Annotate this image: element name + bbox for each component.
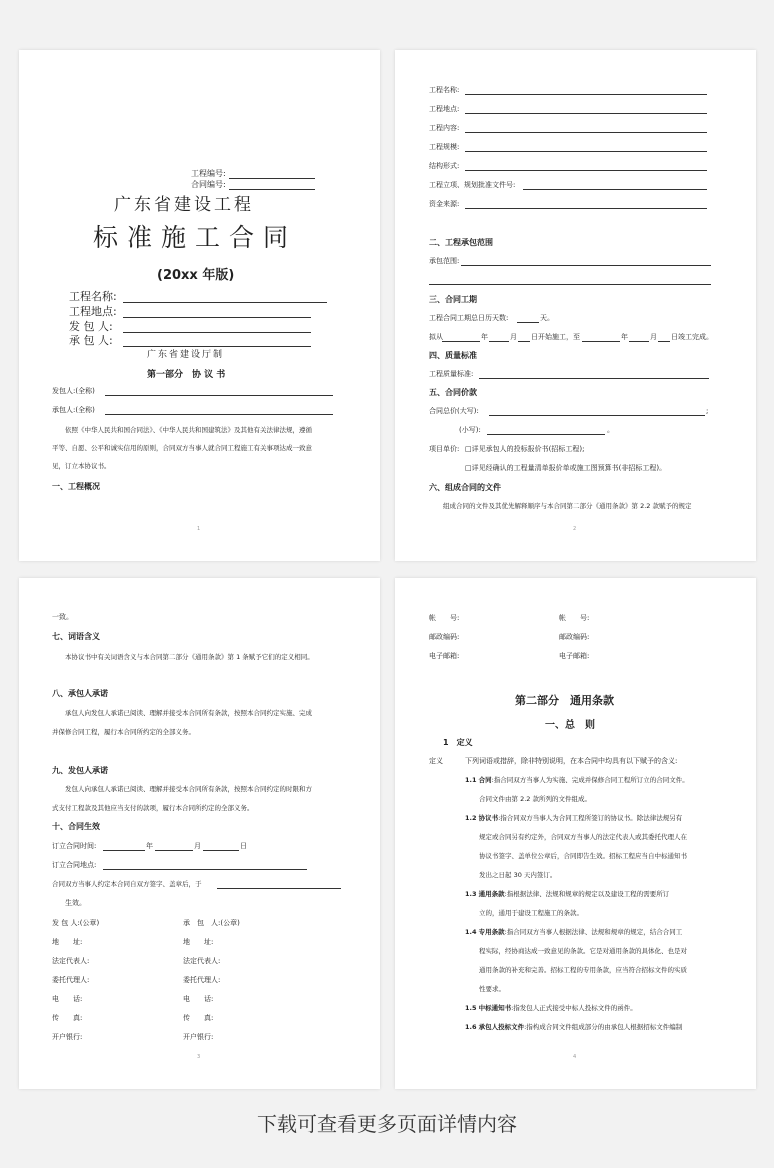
contractor-agent-label: 委托代理人: [183,976,221,984]
employer-agent-label: 委托代理人: [52,976,90,984]
quality-line [479,378,709,379]
p2-field-name: 工程名称: [429,86,460,94]
end-day-line [658,341,670,342]
field-line [123,302,327,303]
sign-year-line [103,850,145,851]
field-line [465,94,707,95]
employer-postcode-label: 邮政编码: [429,633,460,641]
definition-text: 指合同双方当事人为实施、完成并保修合同工程所订立的合同文件。 [493,776,689,784]
intro-para-3: 见，订立本协议书。 [52,462,111,470]
employer-fax-label: 传 真: [52,1014,83,1022]
duration-label: 工程合同工期总日历天数: [429,314,509,322]
definition-term: 中标通知书 [478,1004,512,1012]
price-upper-line [489,415,705,416]
scope-line [461,265,711,266]
section-1-heading: 一、工程概况 [52,482,100,491]
section-9-text-2: 式支付工程款及其他应当支付的款项，履行本合同所约定的全部义务。 [52,804,254,812]
end-month-line [629,341,649,342]
section-6-heading: 六、组成合同的文件 [429,483,501,492]
sign-day-label: 日 [240,842,247,850]
page-number: 3 [197,1054,201,1060]
section-9-heading: 九、发包人承诺 [52,766,108,775]
quality-label: 工程质量标准: [429,370,474,378]
definition-term: 专用条款 [478,928,505,936]
definition-label: 定义 [429,757,443,765]
field-line [465,208,707,209]
definition-item-3: 1.3 通用条款:指根据法律、法规和规章的规定以及建设工程的需要所订 [465,890,670,898]
effect-line [217,888,341,889]
duration-unit: 天。 [540,314,554,322]
price-lower-line [487,434,605,435]
p2-field-content: 工程内容: [429,124,460,132]
definition-item-2: 1.2 协议书:指合同双方当事人为合同工程所签订的协议书。除法律法规另有 [465,814,683,822]
title-province: 广东省建设工程 [114,195,254,215]
definition-term: 通用条款 [478,890,505,898]
contractor-line [105,414,333,415]
employer-rep-label: 法定代表人: [52,957,90,965]
section-8-text-1: 承包人向发包人承诺已阅读、理解并接受本合同所有条款，按照本合同约定实施、完成 [65,709,312,717]
page-number: 2 [573,526,577,532]
sign-place-line [103,869,307,870]
employer-seal-label: 发 包 人:(公章) [52,919,100,927]
section-4-heading: 四、质量标准 [429,351,477,360]
definition-item-1: 1.1 合同:指合同双方当事人为实施、完成并保修合同工程所订立的合同文件。 [465,776,689,784]
page-4 [395,578,756,1089]
employer-phone-label: 电 话: [52,995,83,1003]
definition-line: 通用条款的补充和完善。招标工程的专用条款，应当符合招标文件的实质 [479,966,687,974]
contractor-phone-label: 电 话: [183,995,214,1003]
scope-label: 承包范围: [429,257,460,265]
p2-field-structure: 结构形式: [429,162,460,170]
contractor-rep-label: 法定代表人: [183,957,221,965]
consistent-text: 一致。 [52,613,73,621]
field-line [123,346,311,347]
option-2: □详见经确认的工程量清单报价单或施工图预算书(非招标工程)。 [465,464,667,472]
unit-price-label: 项目单价: [429,445,460,453]
definition-text: 指合同双方当事人为合同工程所签订的协议书。除法律法规另有 [500,814,683,822]
section-8-text-2: 并保修合同工程，履行本合同所约定的全部义务。 [52,728,195,736]
employer-email-label: 电子邮箱: [429,652,460,660]
page-2 [395,50,756,561]
definition-number: 1.5 [465,1004,477,1012]
definition-term: 承包人投标文件 [478,1023,525,1031]
field-line [465,170,707,171]
footer-more-pages: 下载可查看更多页面详情内容 [257,1112,517,1136]
price-upper-label: 合同总价(大写): [429,407,479,415]
field-line [523,189,707,190]
end-year-line [582,341,620,342]
project-no-line [229,178,315,179]
duration-line [517,322,539,323]
section-7-text: 本协议书中有关词语含义与本合同第二部分《通用条款》第 1 条赋予它们的定义相同。 [65,653,314,661]
month-label: 月 [510,333,517,341]
definition-line: 立的，通用于建设工程施工的条款。 [479,909,583,917]
definition-term: 协议书 [478,814,499,822]
intro-para-2: 平等、自愿、公平和诚实信用的原则，合同双方当事人就合同工程施工有关事项达成一致意 [52,444,312,452]
definition-line: 程实际，经协商达成一致意见的条款。它是对通用条款的具体化、也是对 [479,947,687,955]
definition-item-5: 1.5 中标通知书:指发包人正式接受中标人投标文件的函件。 [465,1004,637,1012]
contractor-postcode-label: 邮政编码: [559,633,590,641]
employer-bank-label: 开户银行: [52,1033,83,1041]
p2-field-funding: 资金来源: [429,200,460,208]
definition-text: 指合同双方当事人根据法律、法规和规章的规定，结合合同工 [506,928,683,936]
end-month-label: 月 [650,333,657,341]
p2-field-approval: 工程立项、规划批准文件号: [429,181,516,189]
definition-intro: 下列词语或措辞，除非特别说明，在本合同中均具有以下赋予的含义: [465,757,678,765]
employer-account-label: 帐 号: [429,614,460,622]
section-10-heading: 十、合同生效 [52,822,100,831]
definition-number: 1.6 [465,1023,477,1031]
field-employer: 发 包 人: [69,320,113,333]
field-line [465,113,707,114]
definition-line: 发出之日起 30 天内签订。 [479,871,557,879]
sign-place-label: 订立合同地点: [52,861,97,869]
field-line [123,332,311,333]
employer-line [105,395,333,396]
field-project-name: 工程名称: [69,290,117,303]
definition-line: 合同文件由第 2.2 款所列的文件组成。 [479,795,591,803]
p2-field-site: 工程地点: [429,105,460,113]
definition-line: 性要求。 [479,985,505,993]
price-upper-end: ; [706,407,709,415]
month-line [489,341,509,342]
definition-text: 指发包人正式接受中标人投标文件的函件。 [513,1004,637,1012]
section-9-text-1: 发包人向承包人承诺已阅读、理解并接受本合同所有条款，按照本合同约定的时限和方 [65,785,312,793]
page-3 [19,578,380,1089]
page-number: 1 [197,526,201,532]
contractor-fax-label: 传 真: [183,1014,214,1022]
option-1: □详见承包人的投标报价书(招标工程); [465,445,585,453]
page-number: 4 [573,1054,577,1060]
employer-address-label: 地 址: [52,938,83,946]
sign-month-line [155,850,193,851]
docs-text: 组成合同的文件及其优先解释顺序与本合同第二部分《通用条款》第 2.2 款赋予的规定 [443,502,692,510]
definition-line: 规定或合同另有约定外，合同双方当事人的法定代表人或其委托代理人在 [479,833,687,841]
from-label: 拟从 [429,333,443,341]
edition: (20xx 年版) [157,268,235,283]
definition-number: 1.3 [465,890,477,898]
field-line [123,317,311,318]
definition-item-4: 1.4 专用条款:指合同双方当事人根据法律、法规和规章的规定，结合合同工 [465,928,683,936]
field-contractor: 承 包 人: [69,334,113,347]
chapter-title: 一、总 则 [545,720,595,731]
section-5-heading: 五、合同价款 [429,388,477,397]
sign-year-label: 年 [146,842,153,850]
part-two-title: 第二部分 通用条款 [515,694,614,707]
definition-item-6: 1.6 承包人投标文件:指构成合同文件组成部分的由承包人根据招标文件编制 [465,1023,683,1031]
end-year-label: 年 [621,333,628,341]
definition-number: 1.4 [465,928,477,936]
scope-line-2 [429,284,711,285]
title-contract: 标准施工合同 [93,223,298,252]
definition-text: 指构成合同文件组成部分的由承包人根据招标文件编制 [526,1023,683,1031]
contractor-seal-label: 承 包 人:(公章) [183,919,240,927]
section-2-heading: 二、工程承包范围 [429,238,493,247]
employer-label: 发包人:(全称) [52,387,95,395]
definition-line: 协议书签字、盖单位公章后，合同即告生效。招标工程应当自中标通知书 [479,852,687,860]
contractor-account-label: 帐 号: [559,614,590,622]
contract-no-label: 合同编号: [191,180,226,189]
field-line [465,151,707,152]
project-no-label: 工程编号: [191,169,226,178]
definition-term: 合同 [478,776,492,784]
part-one-title: 第一部分 协 议 书 [147,370,226,380]
section-8-heading: 八、承包人承诺 [52,689,108,698]
definition-number: 1.1 [465,776,477,784]
definition-text: 指根据法律、法规和规章的规定以及建设工程的需要所订 [506,890,670,898]
effect-text: 合同双方当事人约定本合同自双方签字、盖章后，于 [52,880,202,888]
section-3-heading: 三、合同工期 [429,295,477,304]
year-label: 年 [481,333,488,341]
day-line [518,341,530,342]
contractor-email-label: 电子邮箱: [559,652,590,660]
contractor-bank-label: 开户银行: [183,1033,214,1041]
contractor-label: 承包人:(全称) [52,406,95,414]
sign-time-label: 订立合同时间: [52,842,97,850]
field-project-site: 工程地点: [69,305,117,318]
sign-day-line [203,850,239,851]
price-lower-label: (小写): [459,426,481,434]
definition-number: 1.2 [465,814,477,822]
year-line [442,341,480,342]
day-end-label: 日竣工完成。 [671,333,713,341]
contractor-address-label: 地 址: [183,938,214,946]
field-line [465,132,707,133]
day-start-label: 日开始施工，至 [531,333,580,341]
effect-end: 生效。 [65,899,86,907]
article-1-title: 1 定义 [443,738,473,747]
intro-para-1: 依照《中华人民共和国合同法》、《中华人民共和国建筑法》及其他有关法律法规，遵循 [65,426,312,434]
p2-field-scale: 工程规模: [429,143,460,151]
page-1 [19,50,380,561]
section-7-heading: 七、词语含义 [52,632,100,641]
sign-month-label: 月 [194,842,201,850]
price-lower-end: 。 [607,426,614,434]
issuer: 广东省建设厅制 [147,350,225,360]
